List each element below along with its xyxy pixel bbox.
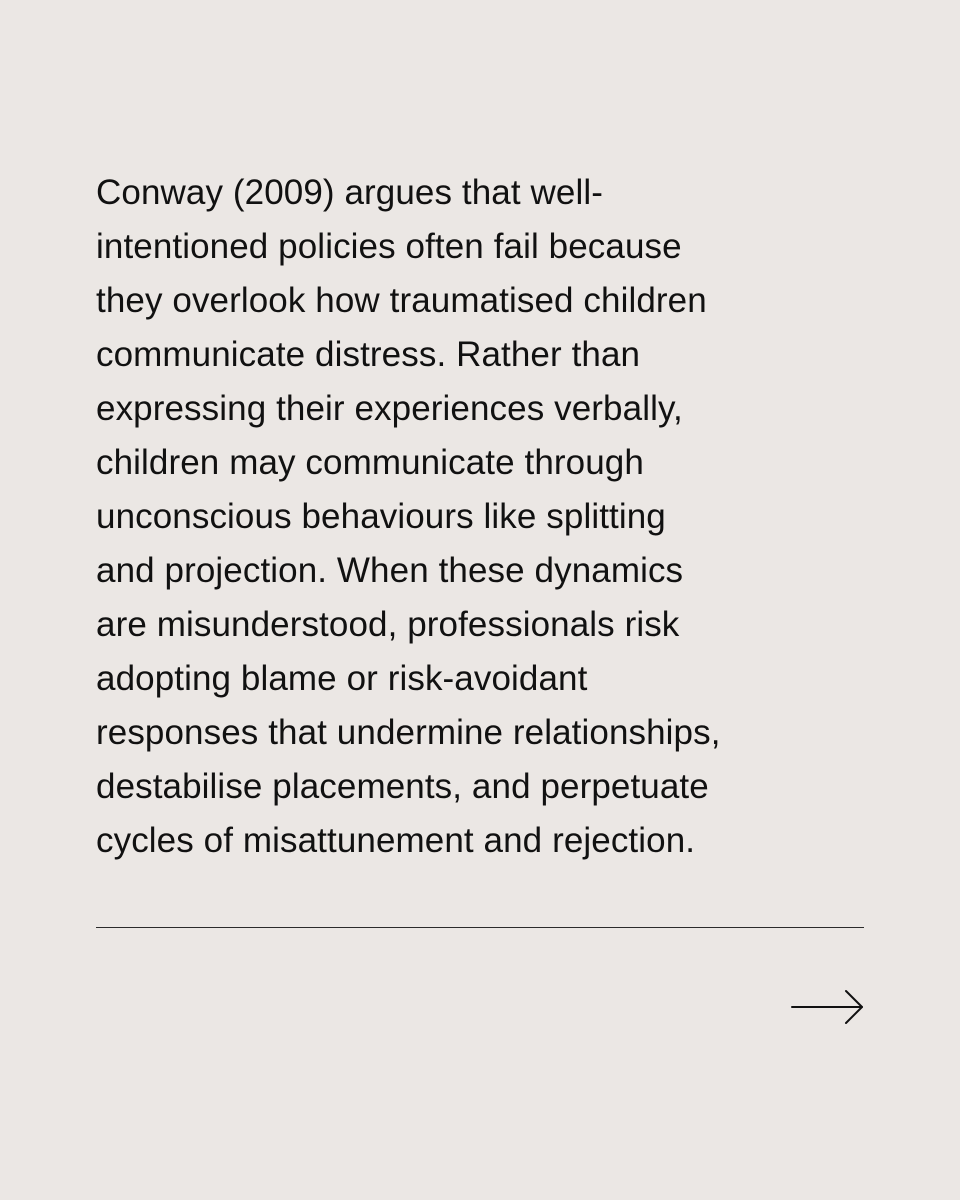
paragraph-line: children may communicate through	[96, 443, 644, 482]
paragraph-line: expressing their experiences verbally,	[96, 389, 683, 428]
paragraph-line: cycles of misattunement and rejection.	[96, 821, 696, 860]
paragraph-line: responses that undermine relationships,	[96, 713, 721, 752]
paragraph-line: unconscious behaviours like splitting	[96, 497, 666, 536]
paragraph-line: destabilise placements, and perpetuate	[96, 767, 709, 806]
paragraph-line: communicate distress. Rather than	[96, 335, 641, 374]
body-paragraph	[96, 166, 836, 868]
paragraph-line: adopting blame or risk-avoidant	[96, 659, 588, 698]
arrow-right-icon	[790, 987, 866, 1027]
next-arrow-button[interactable]	[790, 987, 866, 1027]
paragraph-line: intentioned policies often fail because	[96, 227, 682, 266]
paragraph-line: Conway (2009) argues that well-	[96, 173, 603, 212]
divider-line	[96, 927, 864, 928]
paragraph-line: they overlook how traumatised children	[96, 281, 707, 320]
paragraph-line: and projection. When these dynamics	[96, 551, 684, 590]
paragraph-line: are misunderstood, professionals risk	[96, 605, 680, 644]
